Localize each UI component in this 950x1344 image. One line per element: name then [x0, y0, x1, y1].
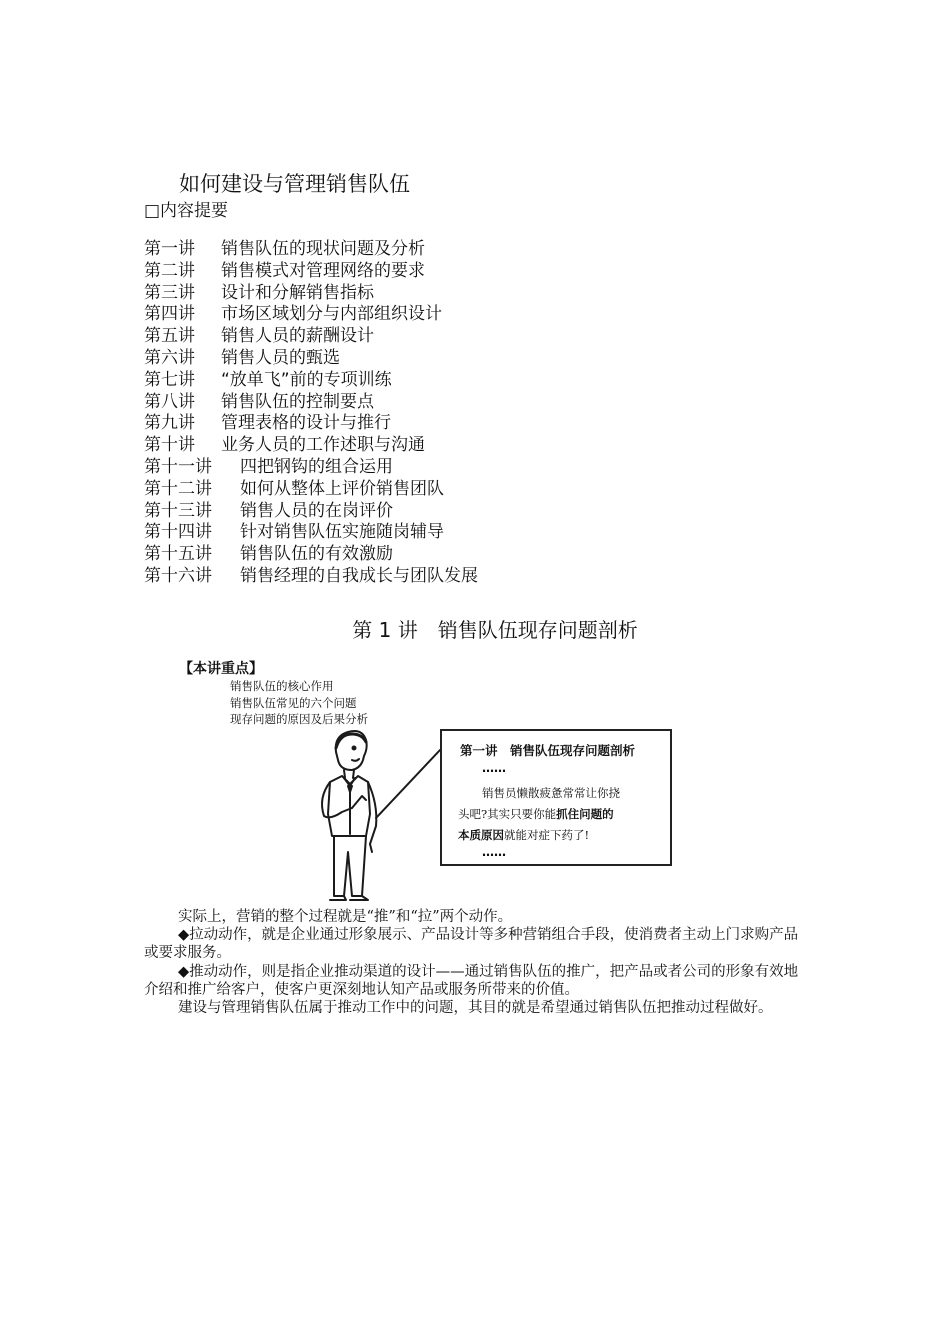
toc-item: [144, 457, 478, 479]
toc-item: [144, 566, 478, 588]
lecture-title: 第 1 讲 销售队伍现存问题剖析: [352, 618, 638, 642]
board-line-text: 头吧?其实只要你能: [458, 807, 557, 821]
board-line: 销售员懒散疲惫常常让你挠: [482, 786, 620, 800]
toc-title: 管理表格的设计与推行: [221, 413, 391, 434]
board-line: [458, 804, 663, 825]
summary-heading: □内容提要: [144, 201, 229, 221]
toc-title: 销售队伍的有效激励: [240, 544, 393, 565]
toc-item: [144, 348, 478, 370]
toc-title: 销售模式对管理网络的要求: [221, 260, 425, 281]
toc-title: 销售人员的薪酬设计: [221, 326, 374, 347]
toc-title: 销售人员的甄选: [221, 347, 340, 368]
document-title: 如何建设与管理销售队伍: [179, 172, 410, 196]
toc-title: 针对销售队伍实施随岗辅导: [240, 522, 444, 543]
toc-number: 第八讲: [144, 391, 195, 412]
toc-number: 第五讲: [144, 326, 195, 347]
board-line-text: 就能对症下药了!: [504, 828, 590, 842]
toc-number: 第七讲: [144, 369, 195, 390]
toc-item: [144, 479, 478, 501]
paragraph: ◆推动动作，则是指企业推动渠道的设计——通过销售队伍的推广，把产品或者公司的形象有效地介绍和推广给客户，使客户更深刻地认知产品或服务所带来的价值。: [144, 963, 799, 998]
toc-item: [144, 370, 478, 392]
toc-number: 第六讲: [144, 347, 195, 368]
toc-number: 第三讲: [144, 282, 195, 303]
toc-number: 第十二讲: [144, 478, 212, 499]
paragraph: ◆拉动动作，就是企业通过形象展示、产品设计等多种营销组合手段，使消费者主动上门求购产品或要求服务。: [144, 927, 799, 962]
toc-number: 第十三讲: [144, 500, 212, 521]
presentation-board: [440, 729, 672, 866]
toc-title: 市场区域划分与内部组织设计: [221, 304, 442, 325]
board-line: [458, 825, 663, 846]
toc-number: 第十四讲: [144, 522, 212, 543]
toc-number: 第一讲: [144, 239, 195, 259]
toc-item: [144, 544, 478, 566]
toc-number: 第十五讲: [144, 544, 212, 565]
paragraph: 实际上，营销的整个过程就是“推”和“拉”两个动作。: [178, 909, 513, 925]
key-point: 销售队伍常见的六个问题: [230, 695, 357, 710]
board-line-emphasis: 抓住问题的: [556, 807, 614, 821]
toc-number: 第十六讲: [144, 565, 212, 586]
body-text: [144, 908, 806, 1017]
toc-item: [144, 413, 478, 435]
board-text: [458, 783, 663, 846]
toc-item: [144, 239, 478, 261]
toc-item: [144, 435, 478, 457]
toc-item: [144, 392, 478, 414]
toc-number: 第十一讲: [144, 456, 212, 477]
toc-title: 销售队伍的现状问题及分析: [221, 239, 425, 259]
toc-number: 第二讲: [144, 260, 195, 281]
toc-number: 第十讲: [144, 435, 195, 456]
board-title: 第一讲 销售队伍现存问题剖析: [460, 743, 636, 758]
toc-number: 第四讲: [144, 304, 195, 325]
key-points-list: [230, 678, 368, 728]
toc-title: 四把钢钩的组合运用: [240, 456, 393, 477]
toc-number: 第九讲: [144, 413, 195, 434]
toc-item: [144, 326, 478, 348]
toc-item: [144, 304, 478, 326]
key-point: 销售队伍的核心作用: [230, 679, 334, 693]
board-ellipsis-bottom: ……: [482, 845, 506, 859]
paragraph: 建设与管理销售队伍属于推动工作中的问题，其目的就是希望通过销售队伍把推动过程做好。: [178, 1000, 773, 1017]
toc-item: [144, 261, 478, 283]
table-of-contents: [144, 239, 478, 588]
toc-item: [144, 522, 478, 544]
board-line-emphasis: 本质原因: [458, 828, 504, 842]
toc-title: 如何从整体上评价销售团队: [240, 478, 444, 499]
toc-title: 销售队伍的控制要点: [221, 391, 374, 412]
key-point: 现存问题的原因及后果分析: [230, 712, 368, 726]
toc-title: “放单飞”前的专项训练: [221, 369, 392, 390]
toc-title: 销售经理的自我成长与团队发展: [240, 565, 478, 586]
toc-title: 销售人员的在岗评价: [240, 500, 393, 521]
toc-item: [144, 283, 478, 305]
toc-title: 业务人员的工作述职与沟通: [221, 435, 425, 456]
key-points-heading: 【本讲重点】: [179, 661, 263, 677]
toc-item: [144, 501, 478, 523]
toc-title: 设计和分解销售指标: [221, 282, 374, 303]
board-ellipsis-top: ……: [482, 761, 506, 775]
